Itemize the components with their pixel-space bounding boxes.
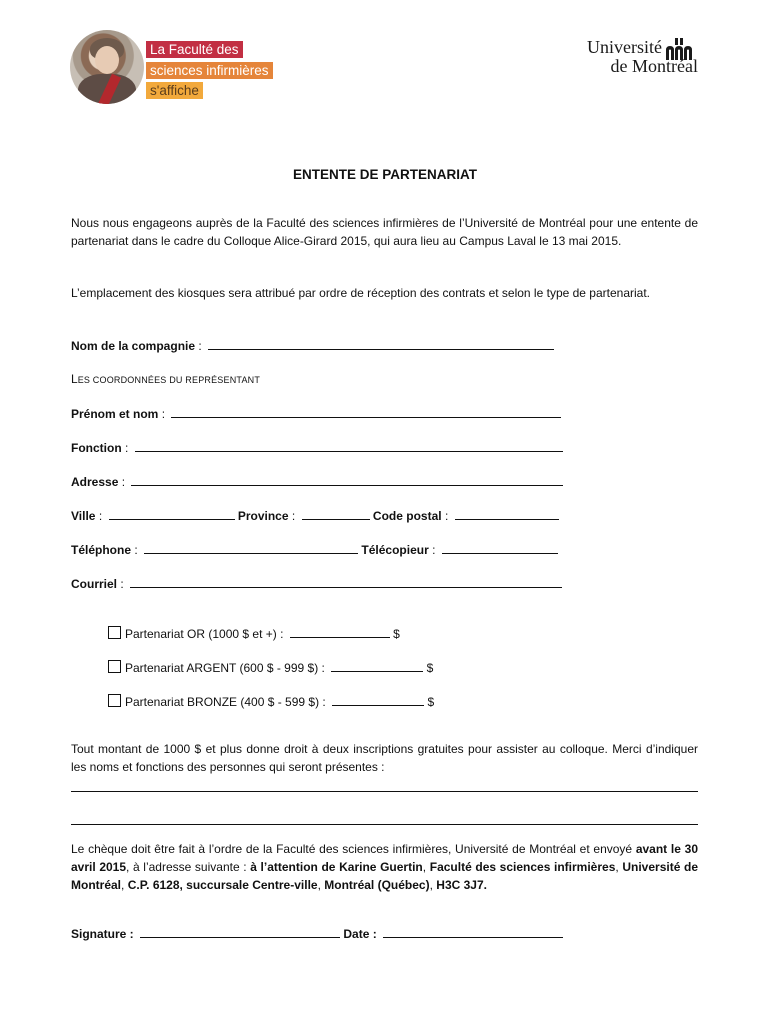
page-title: ENTENTE DE PARTENARIAT	[292, 167, 477, 182]
address-field[interactable]	[131, 473, 563, 486]
function-field[interactable]	[135, 439, 563, 452]
address-label: Adresse	[71, 475, 119, 489]
city-label: Ville	[71, 509, 96, 523]
amount-bronze-field[interactable]	[332, 693, 424, 706]
attendees-note: Tout montant de 1000 $ et plus donne droit à deux inscriptions gratuites pour assister au colloque. Merci d’indiquer les noms et fonctions des personnes qui seront présentes :	[71, 742, 698, 774]
company-field[interactable]	[208, 337, 554, 350]
fax-field[interactable]	[442, 541, 558, 554]
checkbox-bronze[interactable]	[108, 694, 121, 707]
email-label: Courriel	[71, 577, 118, 591]
signature-label: Signature :	[71, 927, 134, 941]
email-field[interactable]	[130, 575, 562, 588]
kiosk-note: L’emplacement des kiosques sera attribué par ordre de réception des contrats et selon le type de partenariat.	[71, 286, 651, 300]
province-field[interactable]	[302, 507, 370, 520]
city-row: Ville : Province : Code postal :	[71, 507, 559, 524]
partnership-argent: Partenariat ARGENT (600 $ - 999 $) : $	[108, 659, 433, 676]
checkbox-or[interactable]	[108, 626, 121, 639]
um-emblem-icon	[664, 38, 694, 60]
phone-field[interactable]	[144, 541, 358, 554]
company-label: Nom de la compagnie	[71, 339, 196, 353]
fax-label: Télécopieur	[361, 543, 429, 557]
faculty-logo	[70, 30, 310, 110]
amount-argent-field[interactable]	[331, 659, 423, 672]
logo-university-line-2: de Montréal	[610, 56, 698, 76]
partnership-or: Partenariat OR (1000 $ et +) : $	[108, 625, 400, 642]
amount-or-field[interactable]	[290, 625, 390, 638]
city-field[interactable]	[109, 507, 235, 520]
address-row: Adresse :	[71, 473, 563, 490]
date-label: Date :	[343, 927, 377, 941]
logo-university-line-1: Université	[587, 37, 662, 57]
company-row: Nom de la compagnie :	[71, 337, 554, 354]
logo-line-3: s'affiche	[146, 82, 203, 99]
province-label: Province	[237, 509, 289, 523]
email-row: Courriel :	[71, 575, 562, 592]
date-field[interactable]	[383, 925, 563, 938]
attendees-line-1[interactable]	[71, 791, 698, 792]
portrait-image	[70, 30, 144, 104]
attendees-line-2[interactable]	[71, 824, 698, 825]
logo-line-2: sciences infirmières	[146, 62, 273, 79]
name-label: Prénom et nom	[71, 407, 159, 421]
checkbox-argent[interactable]	[108, 660, 121, 673]
signature-row	[71, 925, 563, 942]
section-representative: LES COORDONNÉES DU REPRÉSENTANT	[71, 372, 261, 386]
function-label: Fonction	[71, 441, 122, 455]
phone-row: Téléphone : Télécopieur :	[71, 541, 558, 558]
signature-field[interactable]	[140, 925, 340, 938]
payment-instructions: Le chèque doit être fait à l’ordre de la Faculté des sciences infirmières, Université de Montréal et envoyé avant le 30 avril 2015, à l’adresse suivante : à l’attention de Karine Guertin, Faculté des sciences infirmières, Université de Montréal, C.P. 6128, succursale Centre-ville, Montréal (Québec), H3C 3J7.	[71, 842, 699, 892]
logo-line-1: La Faculté des	[146, 41, 243, 58]
intro-paragraph: Nous nous engageons auprès de la Faculté des sciences infirmières de l’Université de Montréal pour une entente de partenariat dans le cadre du Colloque Alice-Girard 2015, qui aura lieu au Campus Laval le 13 mai 2015.	[71, 216, 698, 248]
universite-de-montreal-logo	[568, 38, 698, 88]
function-row: Fonction :	[71, 439, 563, 456]
postal-field[interactable]	[455, 507, 559, 520]
name-field[interactable]	[171, 405, 561, 418]
name-row: Prénom et nom :	[71, 405, 561, 422]
partnership-bronze: Partenariat BRONZE (400 $ - 599 $) : $	[108, 693, 434, 710]
postal-label: Code postal	[372, 509, 442, 523]
phone-label: Téléphone	[71, 543, 132, 557]
